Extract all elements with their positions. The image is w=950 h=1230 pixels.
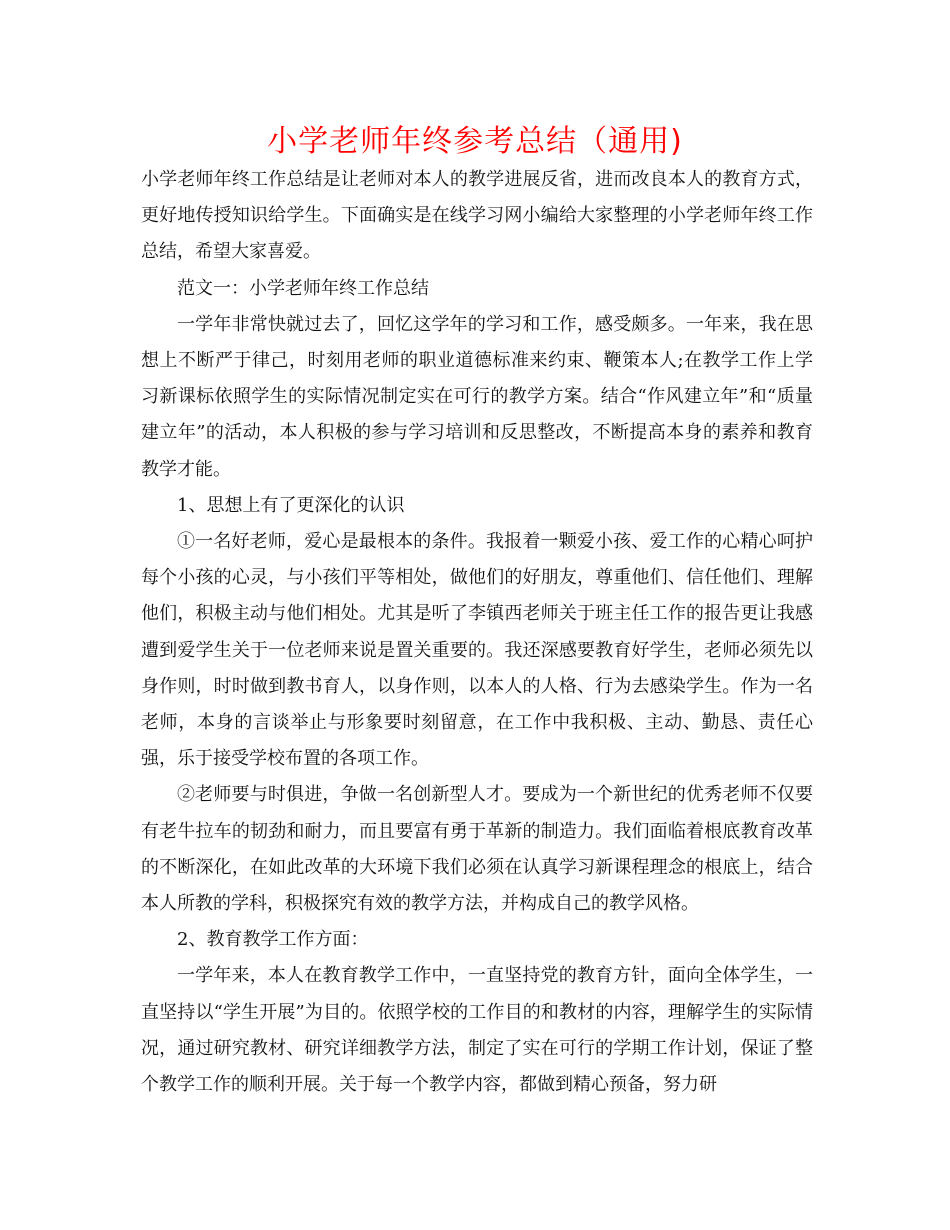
body-paragraph: 小学老师年终工作总结是让老师对本人的教学进展反省，进而改良本人的教育方式，更好地传授知识给学生。下面确实是在线学习网小编给大家整理的小学老师年终工作总结，希望大家喜爱。 — [141, 169, 813, 263]
document-title: 小学老师年终参考总结（通用) — [267, 124, 683, 159]
document-body — [141, 162, 813, 1103]
body-paragraph: ②老师要与时俱进，争做一名创新型人才。要成为一个新世纪的优秀老师不仅要有老牛拉车的韧劲和耐力，而且要富有勇于革新的制造力。我们面临着根底教育改革的不断深化，在如此改革的大环境下我们必须在认真学习新课程理念的根底上，结合本人所教的学科，积极探究有效的教学方法，并构成自己的教学风格。 — [141, 784, 813, 915]
body-paragraph: 一学年非常快就过去了，回忆这学年的学习和工作，感受颇多。一年来，我在思想上不断严于律己，时刻用老师的职业道德标准来约束、鞭策本人;在教学工作上学习新课标依照学生的实际情况制定实在可行的教学方案。结合“作风建立年”和“质量建立年”的活动，本人积极的参与学习培训和反思整改，不断提高本身的素养和教育教学才能。 — [141, 313, 813, 480]
body-paragraph: 一学年来，本人在教育教学工作中，一直坚持党的教育方针，面向全体学生，一直坚持以“学生开展”为目的。依照学校的工作目的和教材的内容，理解学生的实际情况，通过研究教材、研究详细教学方法，制定了实在可行的学期工作计划，保证了整个教学工作的顺利开展。关于每一个教学内容，都做到精心预备，努力研 — [141, 965, 813, 1096]
body-paragraph: 2、教育教学工作方面： — [177, 929, 369, 951]
body-paragraph: ①一名好老师，爱心是最根本的条件。我报着一颗爱小孩、爱工作的心精心呵护每个小孩的心灵，与小孩们平等相处，做他们的好朋友，尊重他们、信任他们、理解他们，积极主动与他们相处。尤其是听了李镇西老师关于班主任工作的报告更让我感遭到爱学生关于一位老师来说是置关重要的。我还深感要教育好学生，老师必须先以身作则，时时做到教书育人，以身作则，以本人的人格、行为去感染学生。作为一名老师，本身的言谈举止与形象要时刻留意，在工作中我积极、主动、勤恳、责任心强，乐于接受学校布置的各项工作。 — [141, 531, 813, 770]
body-paragraph: 1、思想上有了更深化的认识 — [177, 494, 405, 516]
body-paragraph: 范文一：小学老师年终工作总结 — [177, 277, 429, 299]
